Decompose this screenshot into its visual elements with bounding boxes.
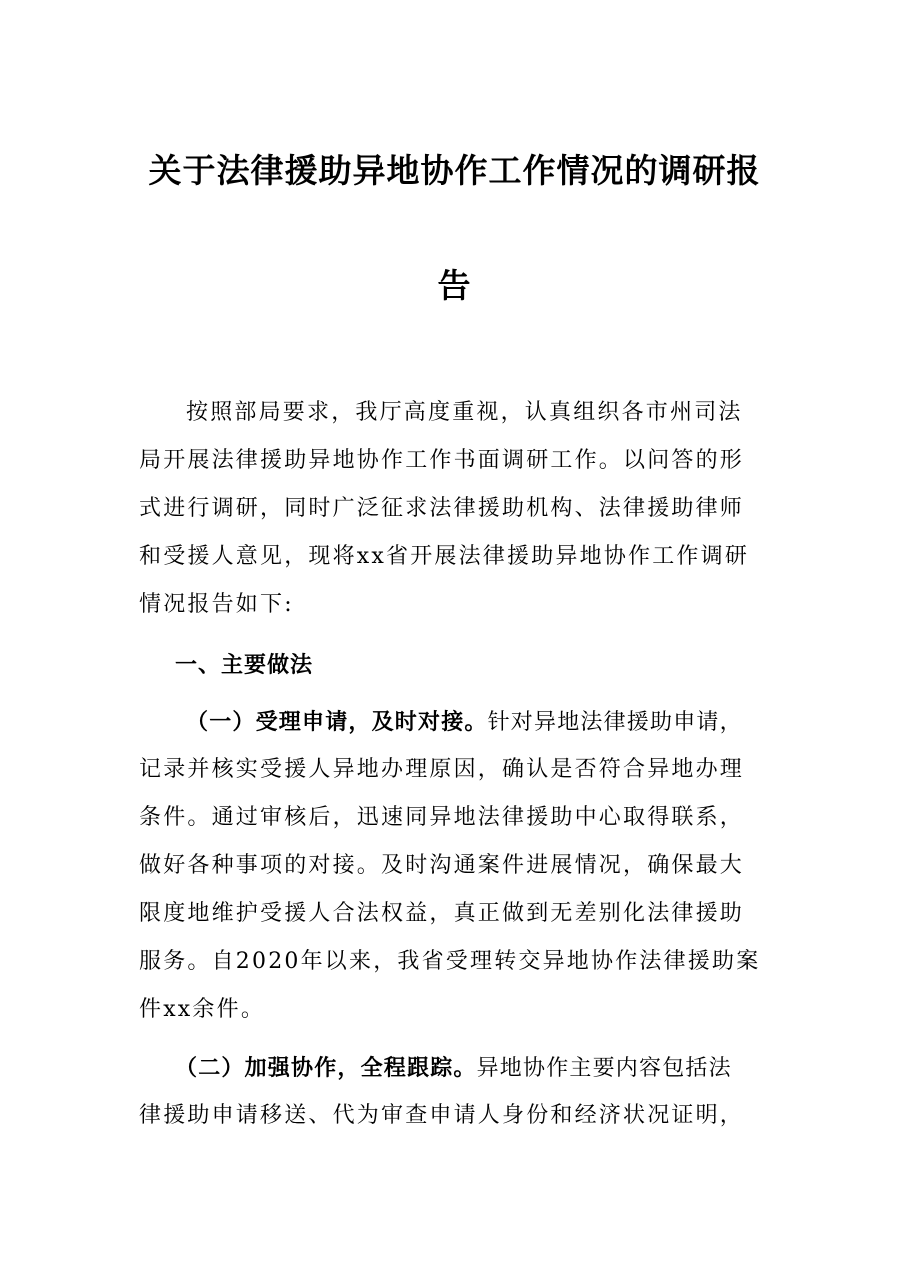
item1-line-7: 件xx余件。 [139, 997, 266, 1022]
item1-lead: （一）受理申请，及时对接。 [186, 709, 488, 735]
section-heading-main-practices: 一、主要做法 [175, 652, 314, 678]
intro-line-4: 和受援人意见，现将xx省开展法律援助异地协作工作调研 [139, 544, 750, 569]
item1-line-2: 记录并核实受援人异地办理原因，确认是否符合异地办理 [139, 757, 745, 782]
intro-line-3: 式进行调研，同时广泛征求法律援助机构、法律援助律师 [139, 496, 745, 521]
intro-line-5: 情况报告如下: [139, 592, 294, 617]
item1-line-4: 做好各种事项的对接。及时沟通案件进展情况，确保最大 [139, 853, 745, 878]
intro-line-2: 局开展法律援助异地协作工作书面调研工作。以问答的形 [139, 448, 745, 473]
item2-lead: （二）加强协作，全程跟踪。 [175, 1055, 477, 1081]
item1-line-3: 条件。通过审核后，迅速同异地法律援助中心取得联系， [139, 805, 745, 830]
item1-line-6: 服务。自2020年以来，我省受理转交异地协作法律援助案 [139, 949, 761, 974]
document-title-line-1: 关于法律援助异地协作工作情况的调研报 [148, 151, 761, 190]
item1-first-line [186, 707, 826, 738]
item1-first-rest: 针对异地法律援助申请， [487, 710, 743, 735]
item2-first-rest: 异地协作主要内容包括法 [476, 1056, 732, 1081]
item2-first-line [175, 1053, 815, 1084]
item2-line-2: 律援助申请移送、代为审查申请人身份和经济状况证明， [139, 1103, 745, 1128]
document-title-line-2: 告 [437, 266, 472, 305]
intro-line-1: 按照部局要求，我厅高度重视，认真组织各市州司法 [186, 400, 743, 425]
item1-line-5: 限度地维护受援人合法权益，真正做到无差别化法律援助 [139, 901, 745, 926]
